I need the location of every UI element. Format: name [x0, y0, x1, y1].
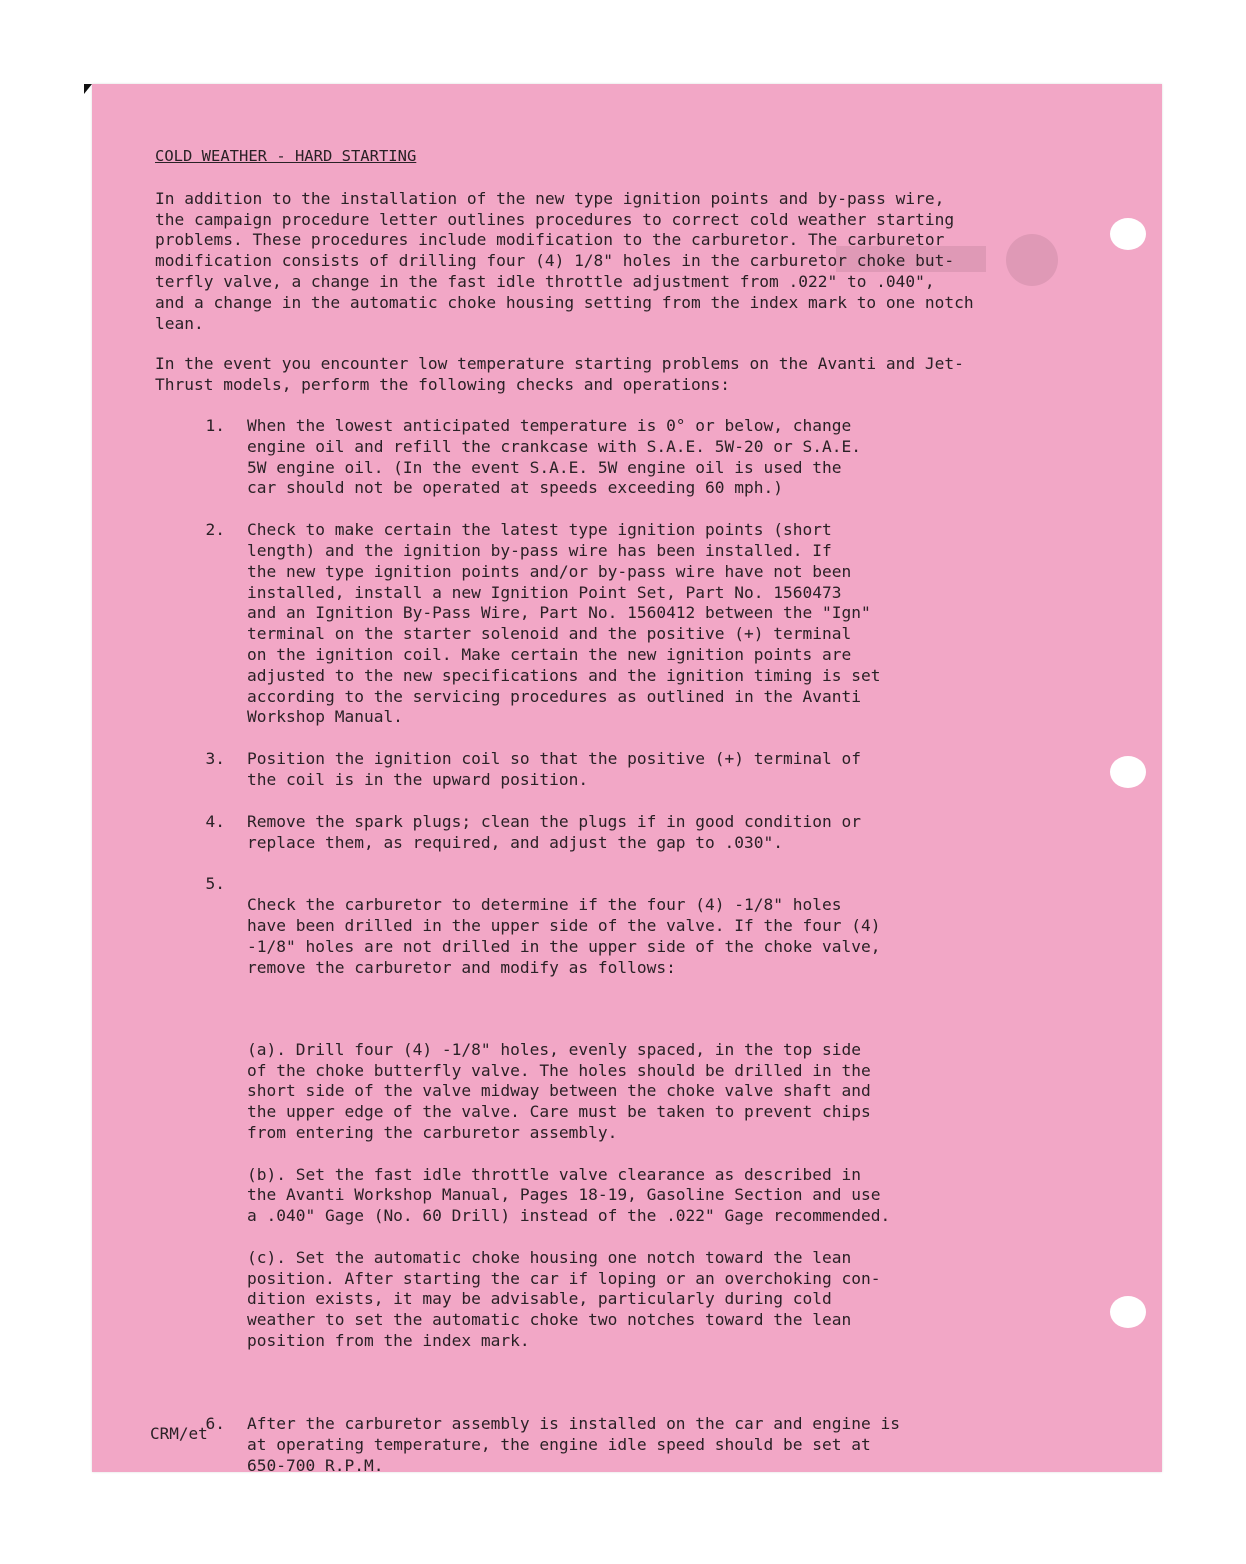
step-number: 4. — [205, 811, 225, 831]
second-paragraph: In the event you encounter low temperature starting problems on the Avanti and Jet- Thrust models, perform the following checks and operations: — [155, 354, 964, 395]
punch-hole-bottom — [1110, 1296, 1146, 1328]
sub-step-a: (a). Drill four (4) -1/8" holes, evenly spaced, in the top side of the choke butterfly valve. The holes should be drilled in the short side of the valve midway between the choke valve shaft and the upper edge of the valve. Care must be taken to prevent chips from entering the carburetor assembly. — [247, 1039, 871, 1143]
step-6 — [155, 1414, 1055, 1476]
step-3 — [155, 749, 1055, 791]
scan-corner-mark — [84, 84, 92, 94]
step-2 — [155, 520, 1055, 728]
step-number: 6. — [205, 1414, 225, 1434]
document-body — [155, 146, 1055, 1498]
step-text: Remove the spark plugs; clean the plugs if in good condition or replace them, as required, and adjust the gap to .030". — [247, 811, 861, 852]
document-title: COLD WEATHER - HARD STARTING — [155, 147, 417, 165]
step-4 — [155, 812, 1055, 854]
sub-steps — [247, 1019, 1055, 1373]
step-number: 1. — [205, 415, 225, 435]
step-text: Position the ignition coil so that the positive (+) terminal of the coil is in the upward position. — [247, 749, 861, 789]
step-5-body — [247, 874, 1055, 1393]
signoff-initials: CRM/et — [150, 1424, 208, 1443]
sub-step-c: (c). Set the automatic choke housing one notch toward the lean position. After starting the car if loping or an overchoking con- dition exists, it may be advisable, particularly during cold weather to set the automatic choke two notches toward the lean position from the index mark. — [247, 1247, 881, 1351]
step-1 — [155, 416, 1055, 499]
sub-step-b: (b). Set the fast idle throttle valve clearance as described in the Avanti Workshop Manual, Pages 18-19, Gasoline Section and use a .040" Gage (No. 60 Drill) instead of the .022" Gage recommended. — [247, 1164, 891, 1226]
punch-hole-top — [1110, 218, 1146, 250]
step-text: After the carburetor assembly is installed on the car and engine is at operating temperature, the engine idle speed should be set at 650-700 R.P.M. — [247, 1414, 900, 1476]
step-5 — [155, 874, 1055, 1393]
punch-hole-middle — [1110, 756, 1146, 788]
step-number: 3. — [205, 749, 225, 769]
procedure-steps — [155, 416, 1055, 1477]
intro-paragraph: In addition to the installation of the new type ignition points and by-pass wire, the campaign procedure letter outlines procedures to correct cold weather starting problems. These procedures include modification to the carburetor. The carburetor modification consists of drilling four (4) 1/8" holes in the carburetor choke but- terfly valve, a change in the fast idle throttle adjustment from .022" to .040", and a change in the automatic choke housing setting from the index mark to one notch lean. — [155, 188, 974, 333]
step-text: Check to make certain the latest type ignition points (short length) and the ignition by-pass wire has been installed. If the new type ignition points and/or by-pass wire have not been installed, install a new Ignition Point Set, Part No. 1560473 and an Ignition By-Pass Wire, Part No. 1560412 between the "Ign" terminal on the starter solenoid and the positive (+) terminal on the ignition coil. Make certain the new ignition points are adjusted to the new specifications and the ignition timing is set according to the servicing procedures as outlined in the Avanti Workshop Manual. — [247, 520, 881, 727]
step-number: 5. — [205, 874, 225, 894]
step-text: When the lowest anticipated temperature is 0° or below, change engine oil and refill the crankcase with S.A.E. 5W-20 or S.A.E. 5W engine oil. (In the event S.A.E. 5W engine oil is used the car should not be operated at speeds exceeding 60 mph.) — [247, 415, 861, 498]
step-number: 2. — [205, 520, 225, 540]
step-text: Check the carburetor to determine if the four (4) -1/8" holes have been drilled in the upper side of the valve. If the four (4) -1/8" holes are not drilled in the upper side of the choke valve, remove the carburetor and modify as follows: — [247, 895, 881, 977]
